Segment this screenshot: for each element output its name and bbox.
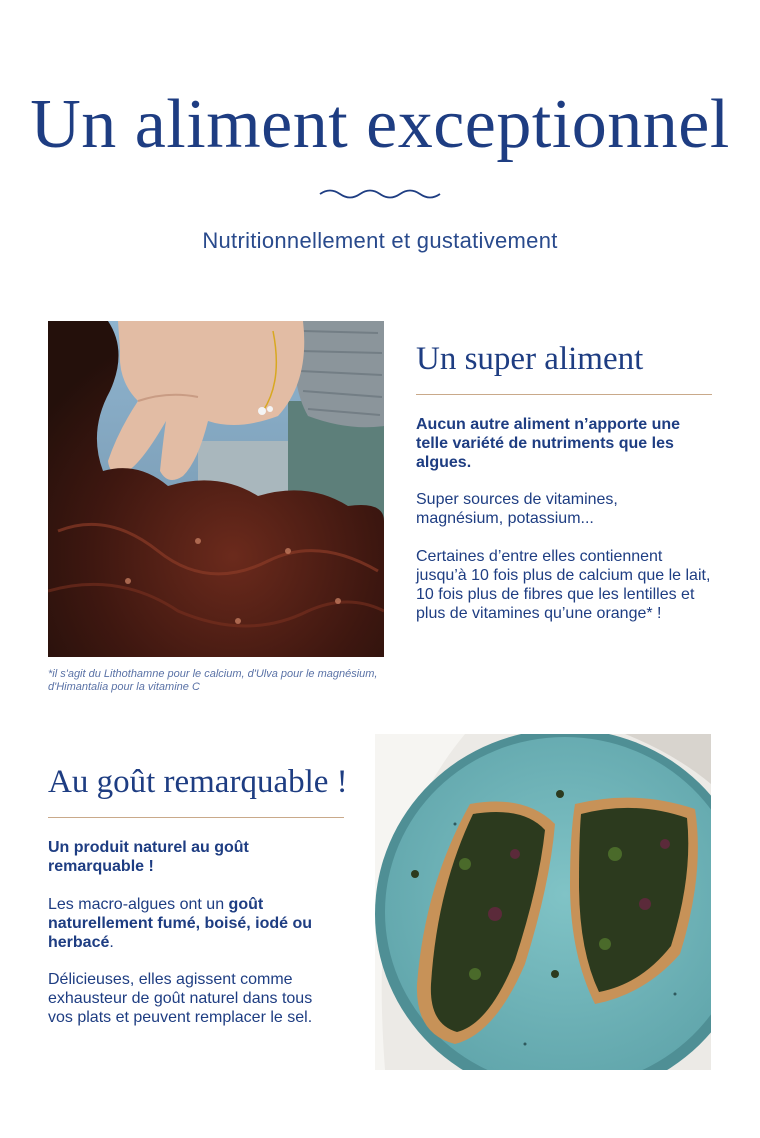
section2-p2-bold: goût naturellement fumé, boisé, iodé ou herbacé xyxy=(48,896,313,951)
page-title: Un aliment exceptionnel xyxy=(30,86,730,163)
section-divider xyxy=(48,817,344,818)
wave-divider-icon xyxy=(318,186,442,202)
seaweed-toast-plate-photo xyxy=(375,734,711,1070)
section-title-super-aliment: Un super aliment xyxy=(416,341,644,377)
section-divider xyxy=(416,394,712,395)
section2-p2-text: Les macro-algues ont un xyxy=(48,896,229,913)
section2-lead: Un produit naturel au goût remarquable ! xyxy=(48,839,249,875)
footnote: *il s'agit du Lithothamne pour le calcium, d'Ulva pour le magnésium, d'Himantalia pour la vitamine C xyxy=(48,668,378,693)
section2-paragraph-2 xyxy=(48,895,338,952)
page-subtitle: Nutritionnellement et gustativement xyxy=(202,228,558,253)
section2-paragraph-3: Délicieuses, elles agissent comme exhausteur de goût naturel dans tous vos plats et peuvent remplacer le sel. xyxy=(48,971,313,1026)
section1-lead: Aucun autre aliment n’apporte une telle variété de nutriments que les algues. xyxy=(416,416,681,471)
section1-paragraph-3: Certaines d’entre elles contiennent jusqu’à 10 fois plus de calcium que le lait, 10 fois plus de fibres que les lentilles et plus de vitamines qu’une orange* ! xyxy=(416,548,711,622)
section-title-gout-remarquable: Au goût remarquable ! xyxy=(48,764,348,800)
section1-paragraph-2: Super sources de vitamines, magnésium, potassium... xyxy=(416,491,618,527)
seaweed-hand-photo xyxy=(48,321,384,657)
section2-p2-end: . xyxy=(109,934,114,951)
